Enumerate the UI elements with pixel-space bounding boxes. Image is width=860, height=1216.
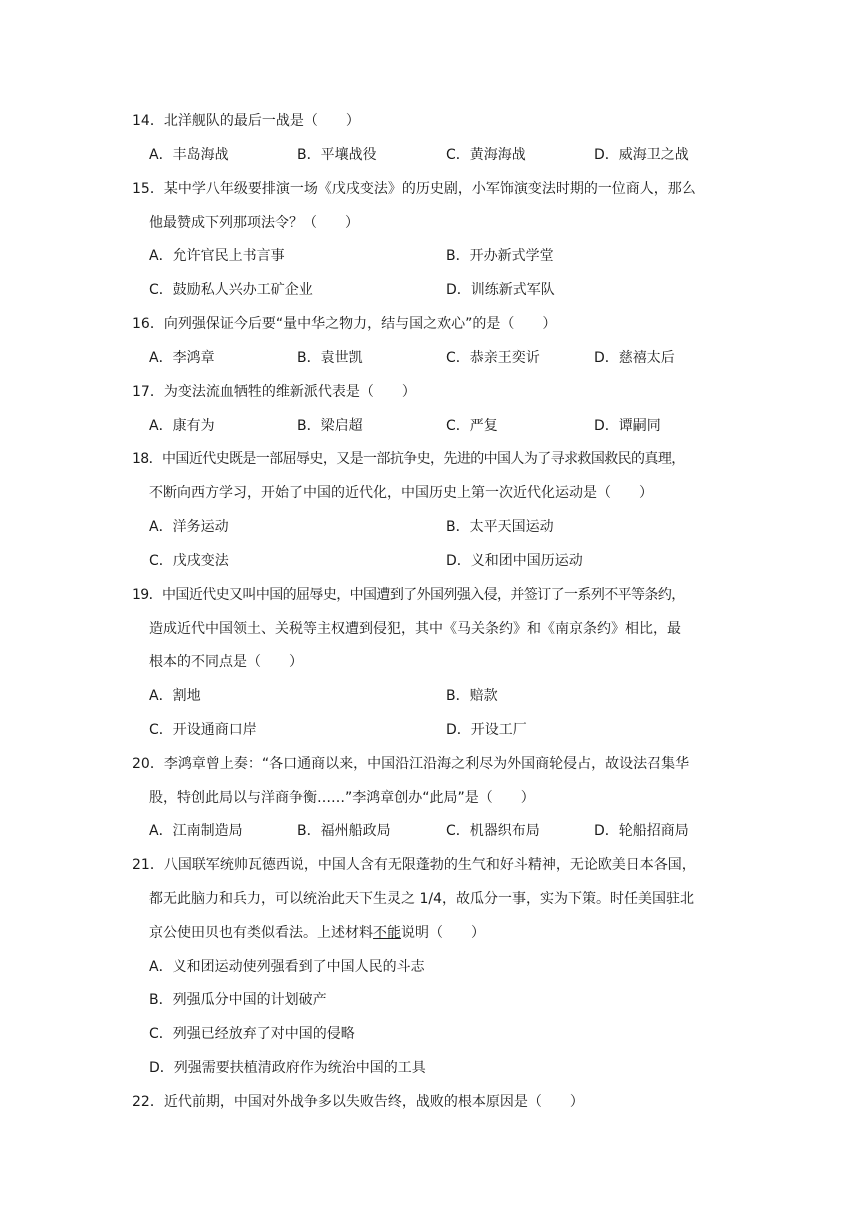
question-21-stem: 21．八国联军统帅瓦德西说，中国人含有无限蓬勃的生气和好斗精神，无论欧美日本各国， bbox=[132, 857, 696, 873]
q18-option-d: D．义和团中国历运动 bbox=[446, 553, 583, 569]
question-19-stem: 19．中国近代史又叫中国的屈辱史，中国遭到了外国列强入侵，并签订了一系列不平等条约， bbox=[132, 587, 685, 603]
q20-option-a: A．江南制造局 bbox=[149, 823, 243, 839]
q17-option-d: D．谭嗣同 bbox=[594, 418, 661, 434]
q15-option-c: C．鼓励私人兴办工矿企业 bbox=[149, 282, 313, 298]
q14-option-c: C．黄海海战 bbox=[446, 147, 526, 163]
q20-option-c: C．机器织布局 bbox=[446, 823, 540, 839]
question-22-stem: 22．近代前期，中国对外战争多以失败告终，战败的根本原因是（ ） bbox=[132, 1094, 584, 1110]
question-15-stem: 15．某中学八年级要排演一场《戊戌变法》的历史剧，小军饰演变法时期的一位商人，那么 bbox=[132, 181, 696, 197]
question-20-stem-cont: 股，特创此局以与洋商争衡……”李鸿章创办“此局”是（ ） bbox=[149, 790, 535, 806]
question-17-stem: 17．为变法流血牺牲的维新派代表是（ ） bbox=[132, 384, 416, 400]
q21-option-c: C．列强已经放弃了对中国的侵略 bbox=[149, 1026, 355, 1042]
question-21-stem-cont-2 bbox=[149, 923, 485, 943]
q21-underlined-word: 不能 bbox=[373, 925, 401, 941]
q18-option-b: B．太平天国运动 bbox=[446, 519, 554, 535]
q16-option-d: D．慈禧太后 bbox=[594, 350, 675, 366]
question-15-stem-cont: 他最赞成下列那项法令？（ ） bbox=[149, 215, 359, 231]
question-20-stem: 20．李鸿章曾上奏：“各口通商以来，中国沿江沿海之利尽为外国商轮侵占，故设法召集华 bbox=[132, 756, 690, 772]
q21-option-b: B．列强瓜分中国的计划破产 bbox=[149, 992, 327, 1008]
q16-option-a: A．李鸿章 bbox=[149, 350, 215, 366]
q19-option-d: D．开设工厂 bbox=[446, 722, 527, 738]
q19-option-c: C．开设通商口岸 bbox=[149, 722, 257, 738]
question-18-stem: 18．中国近代史既是一部屈辱史，又是一部抗争史，先进的中国人为了寻求救国救民的真理， bbox=[132, 451, 685, 467]
q14-option-a: A．丰岛海战 bbox=[149, 147, 229, 163]
question-14-stem: 14．北洋舰队的最后一战是（ ） bbox=[132, 113, 360, 129]
q19-option-a: A．割地 bbox=[149, 688, 201, 704]
q21-option-d: D．列强需要扶植清政府作为统治中国的工具 bbox=[149, 1060, 426, 1076]
q21-line3-after: 说明（ ） bbox=[401, 925, 485, 941]
q17-option-c: C．严复 bbox=[446, 418, 498, 434]
q16-option-c: C．恭亲王奕䜣 bbox=[446, 350, 540, 366]
q14-option-b: B．平壤战役 bbox=[297, 147, 377, 163]
q19-option-b: B．赔款 bbox=[446, 688, 498, 704]
q20-option-b: B．福州船政局 bbox=[297, 823, 391, 839]
q15-option-a: A．允许官民上书言事 bbox=[149, 248, 285, 264]
q17-option-b: B．梁启超 bbox=[297, 418, 363, 434]
q14-option-d: D．威海卫之战 bbox=[594, 147, 689, 163]
q15-option-d: D．训练新式军队 bbox=[446, 282, 555, 298]
question-19-stem-cont-2: 根本的不同点是（ ） bbox=[149, 654, 303, 670]
q18-option-c: C．戊戌变法 bbox=[149, 553, 229, 569]
question-21-stem-cont-1: 都无此脑力和兵力，可以统治此天下生灵之 1/4，故瓜分一事，实为下策。时任美国驻北 bbox=[149, 891, 694, 907]
q17-option-a: A．康有为 bbox=[149, 418, 215, 434]
question-19-stem-cont-1: 造成近代中国领土、关税等主权遭到侵犯，其中《马关条约》和《南京条约》相比，最 bbox=[149, 621, 681, 637]
q20-option-d: D．轮船招商局 bbox=[594, 823, 689, 839]
q21-option-a: A．义和团运动使列强看到了中国人民的斗志 bbox=[149, 959, 425, 975]
q21-line3-before: 京公使田贝也有类似看法。上述材料 bbox=[149, 925, 373, 941]
q16-option-b: B．袁世凯 bbox=[297, 350, 363, 366]
q15-option-b: B．开办新式学堂 bbox=[446, 248, 554, 264]
question-16-stem: 16．向列强保证今后要“量中华之物力，结与国之欢心”的是（ ） bbox=[132, 316, 557, 332]
question-18-stem-cont: 不断向西方学习，开始了中国的近代化，中国历史上第一次近代化运动是（ ） bbox=[149, 485, 653, 501]
q18-option-a: A．洋务运动 bbox=[149, 519, 229, 535]
